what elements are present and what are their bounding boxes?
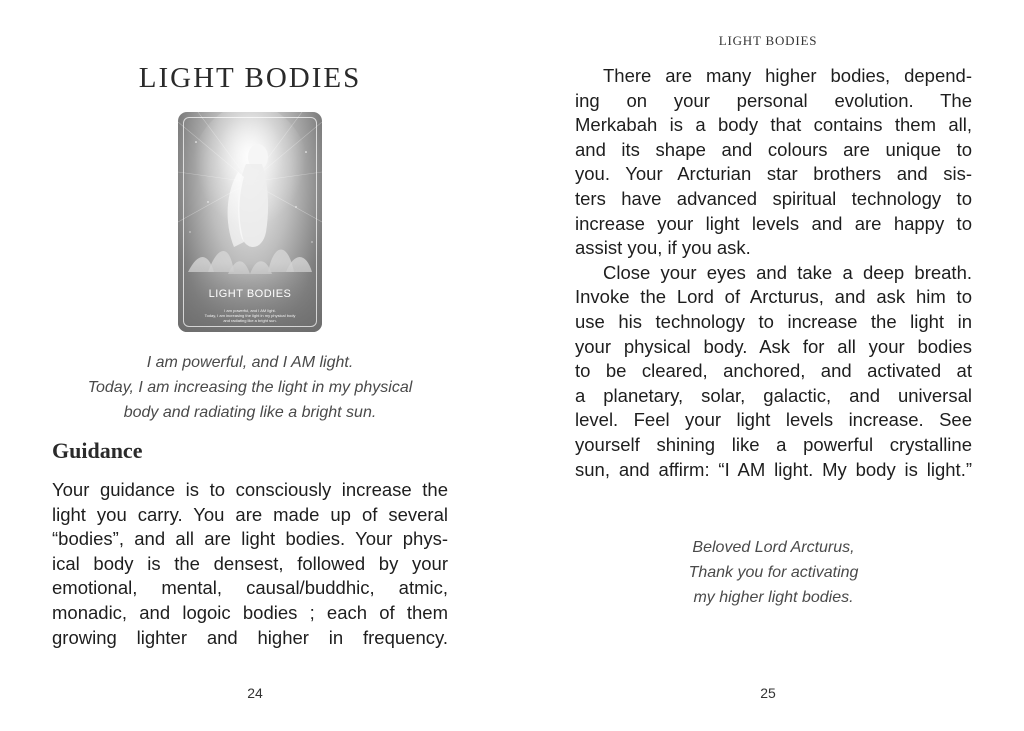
body-line: sun, and affirm: “I AM light. My body is light.”	[575, 458, 972, 480]
card-caption-line: I am powerful, and I AM light.	[224, 308, 276, 313]
section-heading: Guidance	[52, 438, 143, 463]
body-line: increase your light levels and are happy to	[575, 212, 972, 234]
card-caption-line: and radiating like a bright sun.	[223, 318, 277, 323]
right-page	[512, 0, 1024, 731]
body-line: growing lighter and higher in frequency.	[52, 626, 448, 648]
invocation-line: Thank you for activating	[688, 564, 859, 581]
affirmation-line: Today, I am increasing the light in my physical	[87, 379, 413, 396]
invocation-line: Beloved Lord Arcturus,	[692, 539, 855, 556]
body-line: your physical body. Ask for all your bodies	[575, 335, 972, 357]
body-line: Invoke the Lord of Arcturus, and ask him to	[575, 286, 972, 308]
body-line: Close your eyes and take a deep breath.	[603, 261, 972, 283]
body-line: a planetary, solar, galactic, and universal	[575, 384, 972, 406]
body-line: monadic, and logoic bodies ; each of them	[52, 602, 448, 623]
body-line: ical body is the densest, followed by your	[52, 552, 448, 574]
card-caption-line: Today, I am increasing the light in my physical body	[204, 313, 296, 318]
body-line: emotional, mental, causal/buddhic, atmic,	[52, 577, 448, 599]
body-line: and its shape and colours are unique to	[575, 138, 972, 160]
affirmation-line: I am powerful, and I AM light.	[146, 354, 354, 371]
body-line: light you carry. You are made up of several	[52, 503, 448, 525]
invocation-line: my higher light bodies.	[693, 589, 854, 606]
running-head: LIGHT BODIES	[718, 33, 818, 48]
body-line: you. Your Arcturian star brothers and sis-	[575, 163, 972, 185]
oracle-card-image	[178, 112, 322, 332]
affirmation-line: body and radiating like a bright sun.	[123, 404, 377, 421]
page-number: 25	[760, 685, 776, 701]
body-line: yourself shining like a powerful crystalline	[575, 434, 972, 455]
body-line: ing on your personal evolution. The	[575, 89, 972, 111]
body-line: ters have advanced spiritual technology to	[575, 188, 972, 209]
page-number: 24	[247, 685, 263, 701]
card-title: LIGHT BODIES	[208, 288, 292, 300]
body-line: “bodies”, and all are light bodies. Your phys-	[52, 528, 448, 550]
chapter-title: LIGHT BODIES	[138, 62, 362, 94]
body-line: assist you, if you ask.	[575, 237, 751, 259]
body-line: to be cleared, anchored, and activated at	[575, 360, 972, 382]
body-line: There are many higher bodies, depend-	[603, 65, 972, 86]
body-line: Your guidance is to consciously increase the	[52, 479, 448, 500]
body-line: Merkabah is a body that contains them all,	[575, 114, 972, 136]
body-line: level. Feel your light levels increase. See	[575, 409, 972, 431]
body-line: use his technology to increase the light in	[575, 311, 972, 332]
